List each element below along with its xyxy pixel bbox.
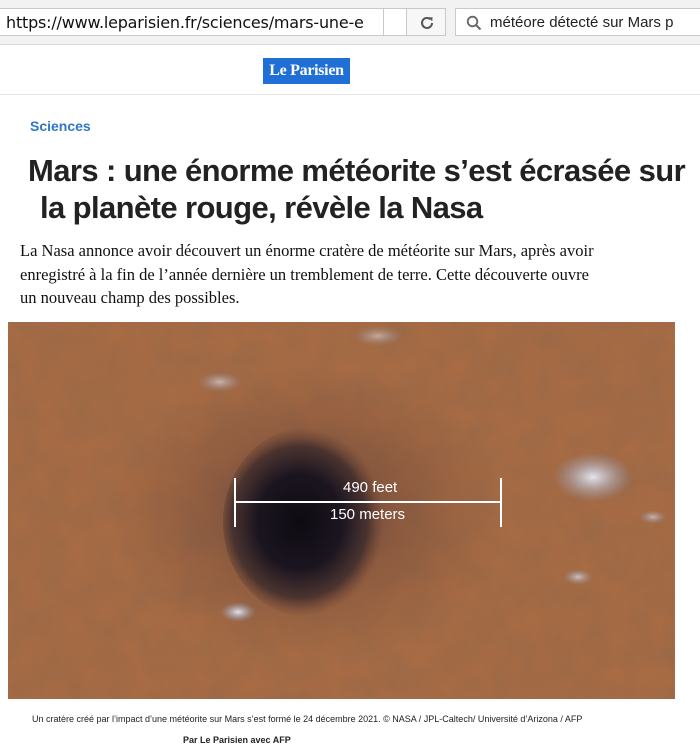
scale-label-feet: 490 feet — [343, 479, 398, 496]
article-lead — [20, 239, 670, 310]
site-logo[interactable]: Le Parisien — [263, 58, 350, 84]
header-divider — [0, 94, 700, 95]
search-bar[interactable] — [455, 8, 700, 36]
reload-button[interactable] — [406, 8, 446, 36]
search-icon — [466, 15, 482, 31]
photo-caption: Un cratère créé par l’impact d’une météorite sur Mars s’est formé le 24 décembre 2021. © NASA / JPL-Caltech/ Université d’Arizona / AFP — [32, 714, 583, 724]
lead-line-3: un nouveau champ des possibles. — [20, 288, 240, 307]
url-bar-extension[interactable] — [384, 8, 406, 36]
section-link[interactable]: Sciences — [30, 118, 91, 134]
browser-toolbar — [0, 0, 700, 45]
url-bar[interactable] — [0, 8, 384, 36]
url-text: https://www.leparisien.fr/sciences/mars-une-e — [6, 13, 364, 32]
scale-label-meters: 150 meters — [330, 506, 406, 523]
article-byline: Par Le Parisien avec AFP — [183, 735, 291, 745]
title-line-2: la planète rouge, révèle la Nasa — [40, 190, 483, 225]
reload-icon — [418, 14, 436, 32]
search-text: météore détecté sur Mars p — [490, 14, 674, 31]
article-title — [28, 152, 698, 226]
mars-crater-photo[interactable] — [8, 322, 675, 699]
lead-line-2: enregistré à la fin de l’année dernière un tremblement de terre. Cette découverte ouvre — [20, 264, 589, 284]
title-line-1: Mars : une énorme météorite s’est écrasée sur — [28, 153, 686, 188]
lead-line-1: La Nasa annonce avoir découvert un énorme cratère de météorite sur Mars, après avoir — [20, 241, 594, 260]
